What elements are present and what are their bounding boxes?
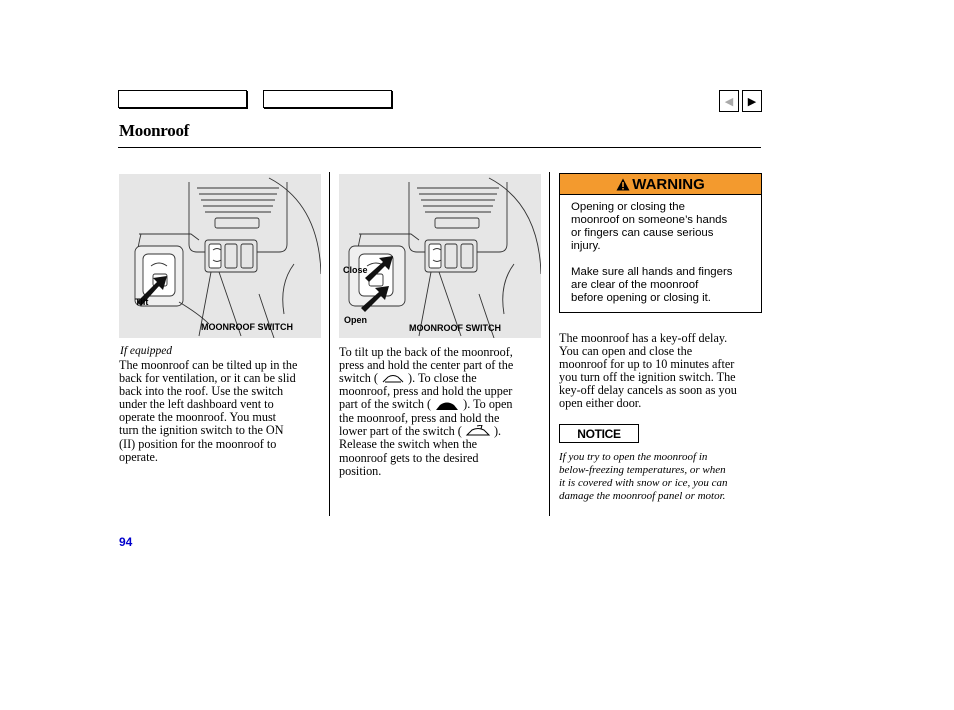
moonroof-close-icon [434,400,460,412]
text-line: back for ventilation, or it can be slid [119,371,296,386]
text-line: under the left dashboard vent to [119,397,274,412]
text-line: the moonroof, press and hold the [339,410,500,425]
text-line: you turn off the ignition switch. The [559,370,736,385]
col3-paragraph [559,332,764,411]
text-line [339,398,544,411]
text-line [339,425,544,439]
text-segment: switch ( [339,371,378,386]
text-line: moonroof gets to the desired [339,450,479,465]
column-divider-2 [549,172,550,516]
text-line: To tilt up the back of the moonroof, [339,345,513,359]
notice-badge [559,424,639,443]
text-line: (II) position for the moonroof to [119,436,277,451]
text-line: position. [339,463,382,478]
text-segment: ). To open [463,397,513,412]
dashboard-switch-drawing [339,174,541,338]
text-line: key-off delay cancels as soon as you [559,383,737,398]
text-line: Release the switch when the [339,437,478,452]
text-line: damage the moonroof panel or motor. [559,490,726,502]
notice-label: NOTICE [577,426,621,441]
page-title: Moonroof [119,121,189,140]
warning-text [571,201,756,305]
warning-box [559,173,762,313]
nav-index-button[interactable] [263,90,392,108]
text-line: operate the moonroof. You must [119,410,277,425]
text-segment: ). To close the [408,371,477,386]
text-line: The moonroof can be tilted up in the [119,358,298,372]
arrow-left-icon: ◀ [724,94,734,108]
warning-triangle-icon [616,178,630,191]
text-line: back into the roof. Use the switch [119,384,284,399]
prev-page-button[interactable] [719,90,739,112]
text-line: press and hold the center part of the [339,358,514,373]
column-divider-1 [329,172,330,516]
notice-text [559,451,759,503]
moonroof-switch-illustration-open-close [339,174,541,338]
text-line: If you try to open the moonroof in [559,451,708,463]
text-segment: lower part of the switch ( [339,423,462,438]
moonroof-switch-illustration-tilt [119,174,321,338]
text-line: or fingers can cause serious [571,227,714,239]
text-segment: ). [493,423,502,438]
text-line: Make sure all hands and fingers [571,266,733,278]
text-line: Opening or closing the [571,201,685,213]
arrow-right-icon: ▶ [747,94,757,108]
dashboard-switch-drawing [119,174,321,338]
text-line: moonroof for up to 10 minutes after [559,357,735,372]
text-line: You can open and close the [559,344,693,359]
text-line: The moonroof has a key-off delay. [559,331,728,345]
moonroof-switch-label: MOONROOF SWITCH [409,323,501,333]
text-line: below-freezing temperatures, or when [559,464,726,476]
text-line: turn the ignition switch to the ON [119,423,284,438]
warning-heading: WARNING [632,175,705,193]
if-equipped-note: If equipped [120,345,173,357]
text-line: are clear of the moonroof [571,279,699,291]
text-line: moonroof on someone’s hands [571,214,728,226]
tilt-label: Tilt [135,297,149,307]
text-line: moonroof, press and hold the upper [339,384,513,399]
title-divider [118,147,761,148]
text-line: operate. [119,449,158,464]
nav-main-menu-button[interactable] [118,90,247,108]
text-line: injury. [571,240,601,252]
next-page-button[interactable] [742,90,762,112]
col1-paragraph [119,359,324,464]
col2-paragraph [339,346,544,478]
text-line: it is covered with snow or ice, you can [559,477,728,489]
text-segment: part of the switch ( [339,397,432,412]
close-label: Close [343,265,368,275]
page-number: 94 [119,535,133,549]
text-line: before opening or closing it. [571,292,711,304]
warning-header [560,174,761,195]
text-line: open either door. [559,396,642,411]
open-label: Open [344,315,368,325]
moonroof-switch-label: MOONROOF SWITCH [201,322,293,332]
